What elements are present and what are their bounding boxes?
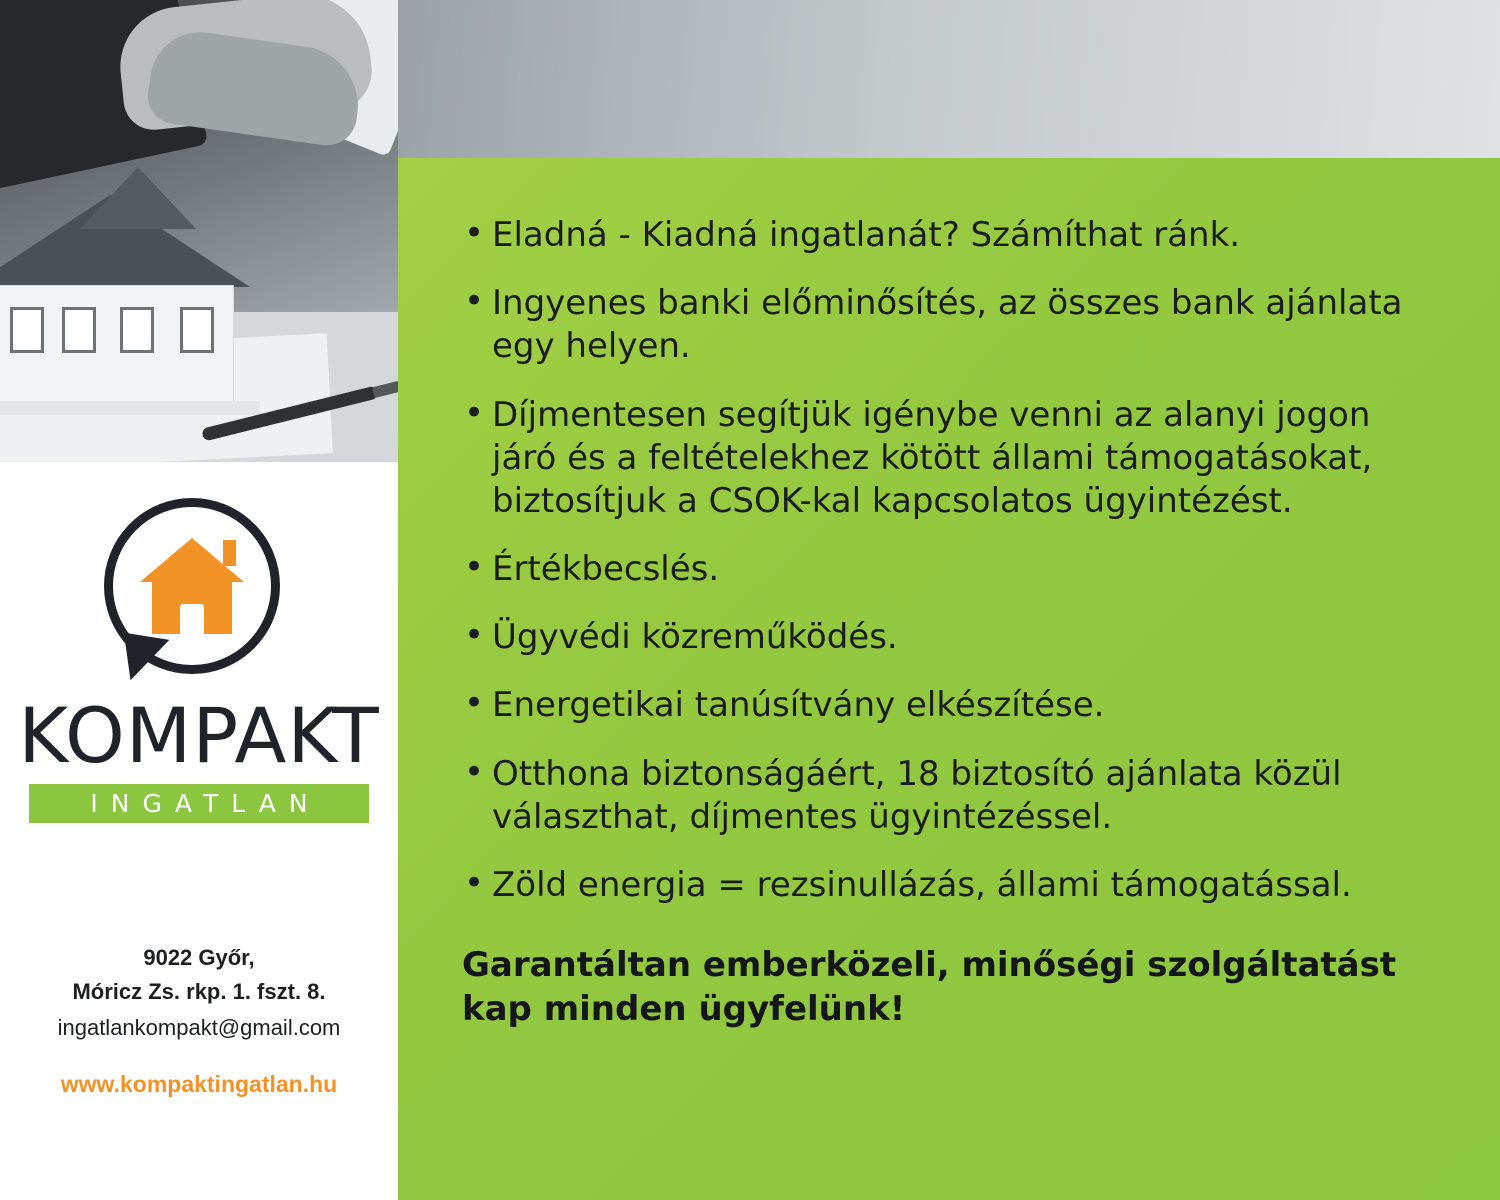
- list-item: • Díjmentesen segítjük igénybe venni az alanyi jogon járó és a feltételekhez kötött állami támogatásokat, biztosítjuk a CSOK-kal kapcsolatos ügyintézést.: [462, 394, 1440, 524]
- list-item: • Értékbecslés.: [462, 548, 1440, 591]
- list-item: • Eladná - Kiadná ingatlanát? Számíthat ránk.: [462, 214, 1440, 257]
- address-line-1: 9022 Győr,: [143, 945, 255, 970]
- list-item: • Zöld energia = rezsinullázás, állami támogatással.: [462, 864, 1440, 907]
- model-house-base: [0, 401, 260, 415]
- model-house: [0, 195, 250, 410]
- logo-icon: [104, 498, 294, 688]
- services-list: [462, 214, 1440, 907]
- brand-block: [0, 462, 398, 1200]
- model-house-window: [62, 307, 96, 353]
- model-house-window: [120, 307, 154, 353]
- photo-top-strip: [398, 0, 1500, 158]
- list-item: • Ingyenes banki előminősítés, az összes bank ajánlata egy helyen.: [462, 282, 1440, 368]
- house-icon: [140, 538, 244, 638]
- model-house-window: [10, 307, 44, 353]
- closing-statement: Garantáltan emberközeli, minőségi szolgáltatást kap minden ügyfelünk!: [462, 945, 1397, 1030]
- left-column: [0, 0, 398, 1200]
- brand-tagline: INGATLAN: [29, 784, 369, 823]
- email-address[interactable]: ingatlankompakt@gmail.com: [57, 1015, 341, 1041]
- list-item: • Ügyvédi közreműködés.: [462, 616, 1440, 659]
- services-panel: [398, 158, 1500, 1200]
- right-column: [398, 0, 1500, 1200]
- hero-photo-handshake: [0, 0, 398, 462]
- model-house-dormer: [80, 167, 196, 229]
- roof-icon: [140, 538, 244, 582]
- brand-wordmark: KOMPAKT: [18, 691, 380, 780]
- website-link[interactable]: www.kompaktingatlan.hu: [60, 1071, 338, 1098]
- address-line-2: Móricz Zs. rkp. 1. fszt. 8.: [72, 979, 326, 1005]
- list-item: • Otthona biztonságáért, 18 biztosító ajánlata közül választhat, díjmentes ügyintézéssel.: [462, 753, 1440, 839]
- model-house-window: [180, 307, 214, 353]
- door-icon: [180, 604, 204, 634]
- list-item: • Energetikai tanúsítvány elkészítése.: [462, 684, 1440, 727]
- contact-block: [0, 941, 398, 1045]
